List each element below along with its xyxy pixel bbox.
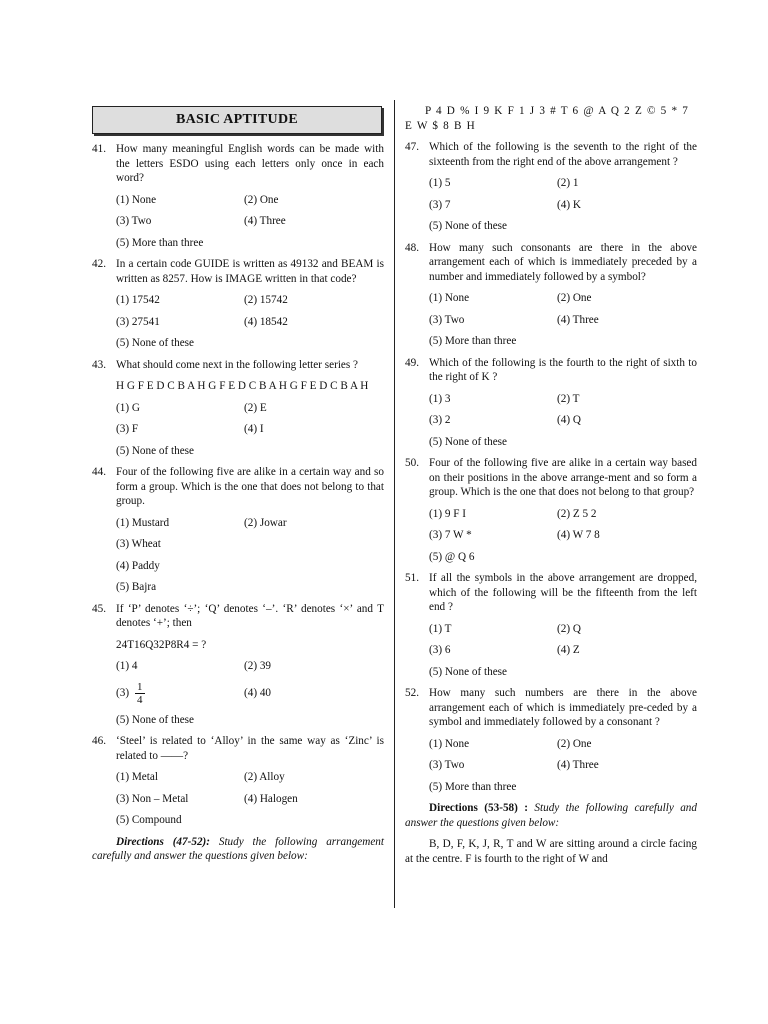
option-2: (2) Jowar	[244, 516, 287, 529]
option-2: (2) T	[557, 392, 580, 405]
option-5: (5) More than three	[116, 236, 204, 249]
option-3: (3) Two	[429, 313, 465, 326]
option-3: (3) 27541	[116, 315, 160, 328]
option-2: (2) Z 5 2	[557, 507, 597, 520]
option-4: (4) Three	[244, 215, 286, 227]
option-4: (4) Z	[557, 644, 580, 656]
question-text: How many meaningful English words can be made with the letters ESDO using each letters only once in each word?	[116, 143, 384, 184]
option-2: (2) 1	[557, 177, 579, 189]
option-1: (1) 4	[116, 660, 138, 672]
question-50	[405, 456, 697, 564]
option-3: (3) Two	[116, 215, 152, 227]
question-text: How many such consonants are there in the above arrangement each of which is immediately preceded by a number and immediately followed by a symbol?	[429, 241, 697, 283]
option-5: (5) None of these	[116, 337, 194, 349]
option-2: (2) E	[244, 401, 267, 414]
question-number: 48.	[405, 241, 419, 254]
option-3: (3) Wheat	[116, 538, 161, 550]
option-4: (4) 40	[244, 686, 272, 699]
question-number: 42.	[92, 258, 106, 270]
question-43	[92, 358, 384, 459]
puzzle-paragraph: B, D, F, K, J, R, T and W are sitting around a circle facing at the centre. F is fourth to the right of W and	[405, 838, 697, 865]
option-2: (2) One	[557, 292, 592, 304]
expression: 24T16Q32P8R4 = ?	[116, 638, 207, 651]
option-3: (3) 6	[429, 644, 451, 656]
fraction: $\frac{1}{4}$	[137, 680, 143, 706]
question-text: What should come next in the following letter series ?	[116, 358, 359, 371]
question-51	[405, 571, 697, 679]
question-text: If ‘P’ denotes ‘÷’; ‘Q’ denotes ‘–’. ‘R’ denotes ‘×’ and T denotes ‘+’; then	[116, 602, 384, 629]
question-41	[92, 142, 384, 250]
option-3: (3) Non – Metal	[116, 792, 189, 805]
option-5: (5) None of these	[429, 435, 507, 448]
question-text: Which of the following is the fourth to the right of sixth to the right of K ?	[429, 356, 697, 383]
question-number: 43.	[92, 358, 106, 371]
option-1: (1) 3	[429, 392, 451, 405]
directions-47-52: Directions (47-52): Study the following arrangement carefully and answer the questions given below:	[92, 835, 384, 862]
option-4: (4) Q	[557, 414, 581, 426]
question-text: ‘Steel’ is related to ‘Alloy’ in the same way as ‘Zinc’ is related to ——?	[116, 735, 384, 762]
question-text: Which of the following is the seventh to the right of the sixteenth from the right end of the above arrangement ?	[429, 141, 697, 168]
directions-53-58: Directions (53-58) : Study the following carefully and answer the questions given below:	[405, 802, 697, 829]
question-47	[405, 140, 697, 234]
question-45	[92, 602, 384, 728]
option-5: (5) Bajra	[116, 581, 157, 593]
option-5: (5) More than three	[429, 780, 517, 793]
option-1: (1) Mustard	[116, 516, 170, 529]
option-4: (4) Paddy	[116, 559, 160, 572]
option-1: (1) T	[429, 622, 452, 635]
question-42	[92, 257, 384, 351]
option-2: (2) One	[557, 737, 592, 750]
option-5: (5) @ Q 6	[429, 550, 475, 563]
arrangement: P 4 D % I 9 K F 1 J 3 # T 6 @ A Q 2 Z © 5 * 7 E W $ 8 B H	[405, 105, 690, 132]
question-number: 52.	[405, 687, 419, 699]
question-number: 41.	[92, 143, 106, 155]
letter-series: H G F E D C B A H G F E D C B A H G F E D C B A H	[116, 380, 369, 392]
option-1: (1) 5	[429, 177, 451, 189]
question-number: 49.	[405, 356, 419, 369]
option-5: (5) None of these	[116, 444, 194, 457]
option-2: (2) Alloy	[244, 771, 285, 783]
option-4: (4) I	[244, 423, 264, 435]
question-number: 51.	[405, 572, 419, 584]
question-text: How many such numbers are there in the above arrangement each of which is immediately pre-ceded by a symbol and immediately followed by a consonant ?	[429, 687, 697, 728]
question-number: 46.	[92, 735, 106, 747]
option-3: (3) $\frac{1}{4}$	[116, 680, 143, 706]
option-5: (5) More than three	[429, 335, 517, 347]
question-text: Four of the following five are alike in a certain way based on their positions in the above arrange-ment and so form a group. Which is the one that does not belong to that group?	[429, 457, 697, 498]
option-4: (4) Halogen	[244, 792, 298, 805]
column-divider	[394, 100, 395, 908]
option-4: (4) Three	[557, 759, 599, 771]
option-4: (4) Three	[557, 313, 599, 326]
option-1: (1) G	[116, 401, 140, 414]
option-5: (5) None of these	[429, 665, 507, 678]
option-3: (3) 2	[429, 414, 451, 426]
question-44	[92, 465, 384, 595]
option-4: (4) 18542	[244, 315, 288, 328]
question-48	[405, 241, 697, 349]
left-column	[92, 100, 384, 864]
option-2: (2) 15742	[244, 294, 288, 306]
question-number: 44.	[92, 466, 106, 478]
right-column	[405, 100, 697, 866]
option-1: (1) None	[429, 292, 470, 304]
option-2: (2) 39	[244, 660, 272, 672]
question-number: 47.	[405, 141, 419, 153]
question-number: 50.	[405, 457, 419, 469]
option-1: (1) None	[116, 193, 157, 206]
option-1: (1) None	[429, 737, 470, 750]
option-4: (4) K	[557, 198, 581, 211]
option-4: (4) W 7 8	[557, 529, 600, 541]
question-text: If all the symbols in the above arrangement are dropped, which of the following will be the fifteenth from the left end ?	[429, 572, 697, 613]
option-5: (5) None of these	[429, 220, 507, 232]
question-49	[405, 356, 697, 450]
option-5: (5) None of these	[116, 713, 194, 726]
option-3: (3) 7 W *	[429, 529, 472, 541]
question-text: In a certain code GUIDE is written as 49132 and BEAM is written as 8257. How is IMAGE written in that code?	[116, 258, 384, 285]
question-number: 45.	[92, 602, 106, 615]
option-3: (3) F	[116, 423, 139, 435]
question-52	[405, 686, 697, 794]
option-5: (5) Compound	[116, 814, 182, 826]
option-2: (2) One	[244, 193, 279, 206]
option-1: (1) 9 F I	[429, 507, 466, 520]
option-1: (1) Metal	[116, 771, 158, 783]
option-3: (3) Two	[429, 759, 465, 771]
question-text: Four of the following five are alike in a certain way and so form a group. Which is the one that does not belong to that group.	[116, 466, 384, 507]
option-1: (1) 17542	[116, 294, 160, 306]
option-3: (3) 7	[429, 198, 451, 211]
section-banner: BASIC APTITUDE	[92, 106, 382, 134]
question-46	[92, 734, 384, 828]
option-2: (2) Q	[557, 622, 581, 635]
